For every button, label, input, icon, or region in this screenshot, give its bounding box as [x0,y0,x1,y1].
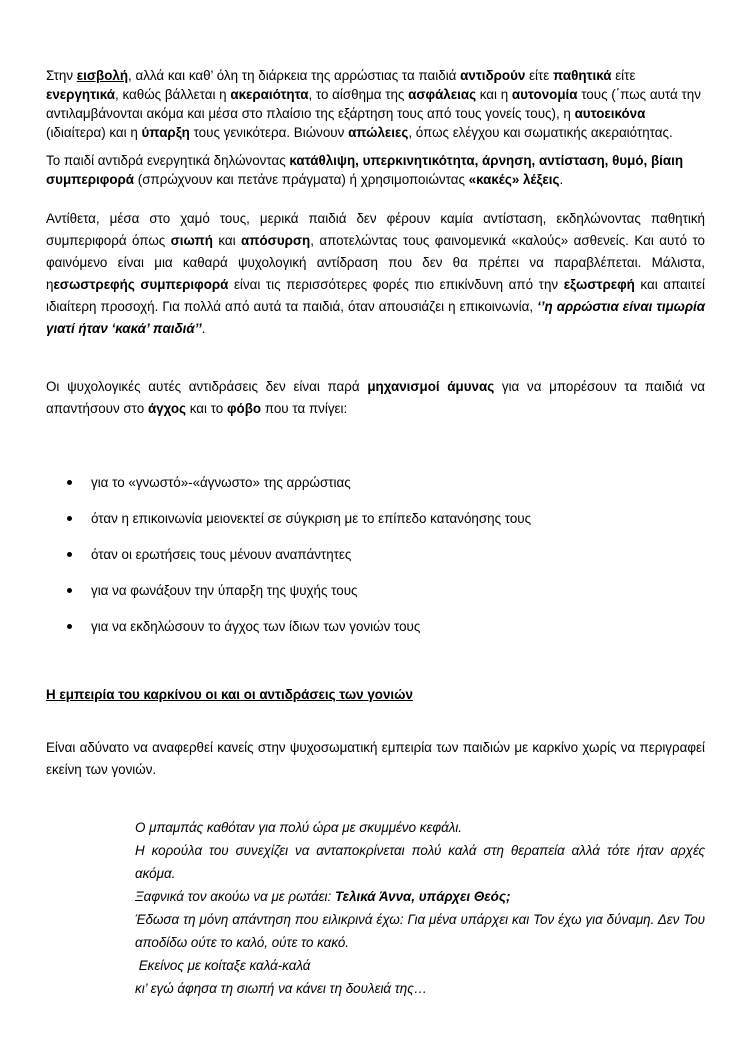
text-run: , αποτελώντας τους φαινομενικά «καλούς» ασθενείς. Και αυτό το φαινόμενο είναι μια καθαρά ψυχολογική αντίδραση που δεν θα πρέπει να παραβλέπεται. Μάλιστα, η [46,233,705,292]
text-run: Αντίθετα, μέσα στο χαμό τους, μερικά παιδιά δεν φέρουν καμία αντίσταση, εκδηλώνοντας παθητική συμπεριφορά όπως [46,211,705,248]
bullet-icon [67,480,72,485]
quote-line: Η κορούλα του συνεχίζει να ανταποκρίνεται πολύ καλά στη θεραπεία αλλά τότε ήταν αρχές ακόμα. [135,843,705,881]
bold-term: παθητικά [553,68,612,83]
list-item [46,545,531,581]
paragraph-parents-experience: Είναι αδύνατο να αναφερθεί κανείς στην ψυχοσωματική εμπειρία των παιδιών με καρκίνο χωρίς να περιγραφεί εκείνη των γονιών. [46,740,705,777]
paragraph-defense-mechanisms [46,376,705,420]
text-run: . [201,321,206,336]
bold-term: μηχανισμοί άμυνας [367,379,495,394]
text-run: Οι ψυχολογικές αυτές αντιδράσεις δεν είναι παρά [46,379,368,394]
text-run: , αλλά και καθ’ όλη τη διάρκεια της αρρώστιας τα παιδιά [128,68,461,83]
quote-line: Εκείνος με κοίταξε καλά-καλά [135,958,311,973]
text-run: είτε [525,68,553,83]
bold-term: «κακές» λέξεις [468,172,560,187]
list-item [46,473,531,509]
list-item [46,617,531,653]
text-run: και η [476,87,512,102]
bold-question: Τελικά Άννα, υπάρχει Θεός; [334,889,511,904]
text-run: Στην [46,68,77,83]
list-item-text: για το «γνωστό»-«άγνωστο» της αρρώστιας [91,475,351,490]
bold-term: φόβο [226,401,262,416]
bullet-list [46,473,531,653]
paragraph-active-reactions [46,151,705,189]
bold-term: ενεργητικά [46,87,116,102]
list-item-text: για να φωνάξουν την ύπαρξη της ψυχής τους [91,583,358,598]
paragraph-reactions-intro [46,66,705,142]
text-run: , όπως ελέγχου και σωματικής ακεραιότητας. [408,125,673,140]
section-heading: Η εμπειρία του καρκίνου οι και οι αντιδράσεις των γονιών [46,687,413,702]
list-item-text: για να εκδηλώσουν το άγχος των ίδιων των γονιών τους [91,619,421,634]
text-run: (σπρώχνουν και πετάνε πράγματα) ή χρησιμοποιώντας [134,172,469,187]
bullet-icon [67,516,72,521]
text-run: είτε [611,68,636,83]
text-run: τους γενικότερα. Βιώνουν [189,125,349,140]
bold-term: απόσυρση [241,233,311,248]
bullet-icon [67,552,72,557]
bold-term: αυτοεικόνα [574,106,646,121]
quote-line: Έδωσα τη μόνη απάντηση που ειλικρινά έχω: Για μένα υπάρχει και Τον έχω για δύναμη. Δεν Του αποδίδω ούτε το καλό, ούτε το κακό. [135,912,705,950]
bold-term: αυτονομία [511,87,578,102]
bold-term: άγχος [147,401,186,416]
text-run: και το [186,401,227,416]
list-item [46,509,531,545]
bold-italic-quote: ‘’η αρρώστια είναι τιμωρία γιατί ήταν ‘κακά’ παιδιά’’ [46,299,705,336]
text-run: για να μπορέσουν τα παιδιά να απαντήσουν στο [46,379,705,416]
bold-term: ακεραιότητα [230,87,309,102]
paragraph-passive-reactions [46,208,705,340]
text-run: . [559,172,564,187]
list-item-text: όταν η επικοινωνία μειονεκτεί σε σύγκριση με το επίπεδο κατανόησης τους [91,511,532,526]
text-run: και [212,233,241,248]
bold-term: σιωπή [170,233,213,248]
text-run: (ιδιαίτερα) και η [46,125,142,140]
text-run: που τα πνίγει: [261,401,348,416]
bold-underlined-term: εισβολή [76,68,129,83]
text-run: και απαιτεί ιδιαίτερη προσοχή. Για πολλά από αυτά τα παιδιά, όταν απουσιάζει η επικοινωνία, [46,277,705,314]
text-run: τους (΄πως αυτά την αντιλαμβάνονται ακόμα και μέσα στο πλαίσιο της εξάρτηση τους από τους γονείς τους), η [46,87,701,121]
text-run: Ξαφνικά τον ακούω να με ρωτάει: [135,889,335,904]
quoted-testimony [135,816,705,1000]
quote-line [135,885,705,908]
bullet-icon [67,588,72,593]
bold-term: εξωστρεφή [563,277,635,292]
bold-term: ύπαρξη [141,125,190,140]
bullet-icon [67,624,72,629]
text-run: , το αίσθημα της [308,87,409,102]
text-run: Το παιδί αντιδρά ενεργητικά δηλώνοντας [46,153,290,168]
text-run: είναι τις περισσότερες φορές πιο επικίνδυνη από την [228,277,564,292]
list-item [46,581,531,617]
bold-term: κατάθλιψη, υπερκινητικότητα, άρνηση, αντίσταση, θυμό, βίαιη συμπεριφορά [46,153,683,187]
bold-term: ασφάλειας [408,87,477,102]
quote-line: Ο μπαμπάς καθόταν για πολύ ώρα με σκυμμένο κεφάλι. [135,820,463,835]
bold-term: αντιδρούν [460,68,526,83]
bold-term: απώλειες [348,125,409,140]
list-item-text: όταν οι ερωτήσεις τους μένουν αναπάντητες [91,547,352,562]
quote-line: κι’ εγώ άφησα τη σιωπή να κάνει τη δουλειά της… [135,981,428,996]
bold-term: εσωστρεφής συμπεριφορά [53,277,229,292]
text-run: , καθώς βάλλεται η [115,87,231,102]
